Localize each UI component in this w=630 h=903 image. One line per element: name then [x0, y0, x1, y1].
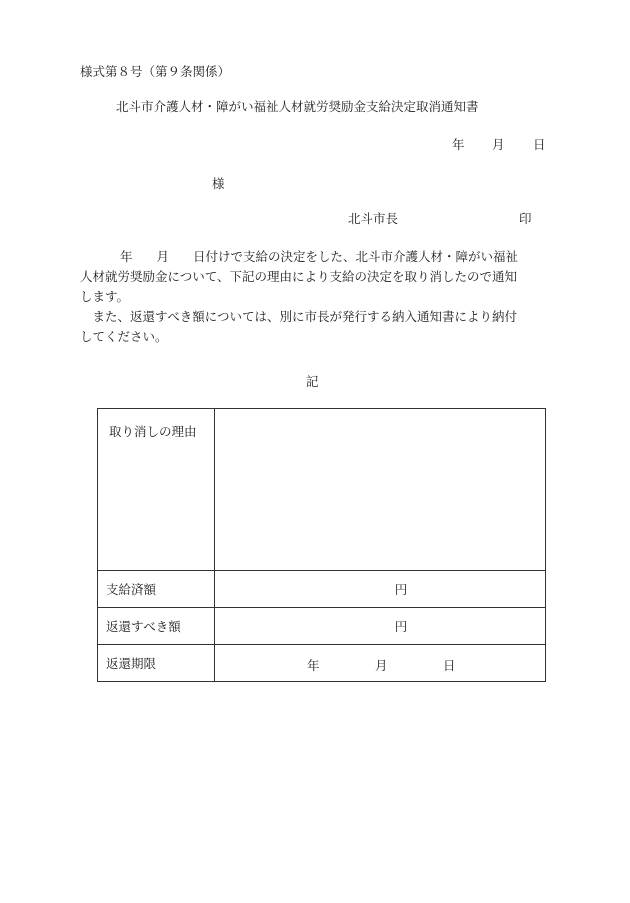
paid-amount-label: 支給済額 — [98, 571, 215, 608]
deadline-day-label: 日 — [443, 658, 456, 673]
addressee-honorific: 様 — [212, 176, 225, 191]
form-number: 様式第８号（第９条関係） — [80, 64, 231, 79]
deadline-row — [98, 645, 546, 682]
deadline-label: 返還期限 — [98, 645, 215, 682]
date-day-label: 日 — [533, 137, 546, 152]
deadline-month-label: 月 — [375, 658, 388, 673]
reason-row — [98, 409, 546, 571]
paid-amount-unit: 円 — [394, 582, 408, 597]
body-line-5: してください。 — [80, 329, 168, 344]
paid-amount-row — [98, 571, 546, 608]
ki-heading: 記 — [306, 374, 319, 389]
refund-amount-row — [98, 608, 546, 645]
cancellation-details-table — [97, 408, 546, 682]
reason-label: 取り消しの理由 — [98, 409, 215, 571]
date-month-label: 月 — [492, 137, 505, 152]
paid-amount-field[interactable] — [215, 571, 546, 608]
refund-amount-field[interactable] — [215, 608, 546, 645]
seal-mark: 印 — [519, 211, 532, 226]
body-year-label: 年 — [120, 249, 133, 264]
body-line-2: 人材就労奨励金について、下記の理由により支給の決定を取り消したので通知 — [80, 269, 518, 284]
reason-field[interactable] — [215, 409, 546, 571]
body-line-1 — [80, 247, 550, 267]
deadline-year-label: 年 — [307, 658, 320, 673]
deadline-field[interactable] — [215, 645, 546, 682]
issuer-name: 北斗市長 — [348, 211, 399, 226]
body-line-1-text: 日付けで支給の決定をした、北斗市介護人材・障がい福祉 — [193, 249, 519, 264]
document-title: 北斗市介護人材・障がい福祉人材就労奨励金支給決定取消通知書 — [116, 99, 479, 114]
date-year-label: 年 — [452, 137, 465, 152]
body-line-3: します。 — [80, 289, 130, 304]
notice-body — [80, 247, 550, 347]
refund-amount-label: 返還すべき額 — [98, 608, 215, 645]
refund-amount-unit: 円 — [394, 619, 408, 634]
body-line-4: また、返還すべき額については、別に市長が発行する納入通知書により納付 — [80, 309, 518, 324]
body-month-label: 月 — [156, 249, 170, 264]
